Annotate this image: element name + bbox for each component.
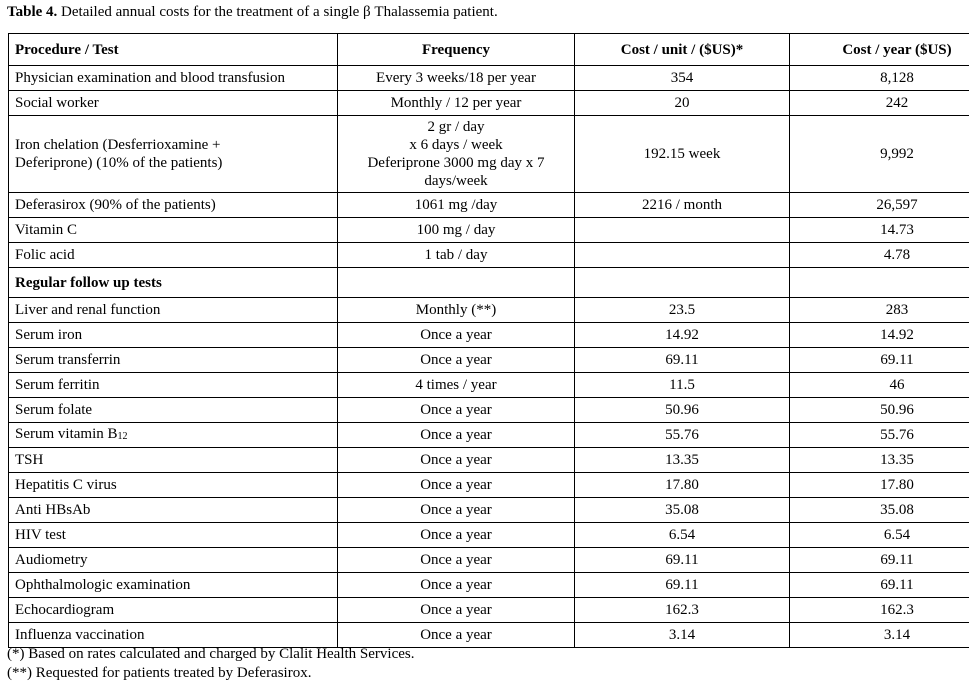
cost-year-cell: 242: [790, 91, 969, 116]
cost-year-cell: 13.35: [790, 448, 969, 473]
frequency-cell: Once a year: [338, 498, 575, 523]
cost-year-cell: 162.3: [790, 598, 969, 623]
table-row: [9, 91, 969, 116]
cost-unit-cell: 69.11: [575, 573, 790, 598]
frequency-cell: Once a year: [338, 323, 575, 348]
procedure-line: Deferiprone) (10% of the patients): [15, 155, 223, 171]
frequency-cell: Once a year: [338, 423, 575, 448]
frequency-cell: Once a year: [338, 623, 575, 648]
procedure-cell: Echocardiogram: [9, 598, 338, 623]
header-cost-unit: Cost / unit / ($US)*: [575, 34, 790, 66]
frequency-cell: Once a year: [338, 348, 575, 373]
frequency-cell: [338, 116, 575, 193]
section-row: [9, 268, 969, 298]
footnote-rates: (*) Based on rates calculated and charged by Clalit Health Services.: [7, 646, 415, 662]
cost-unit-cell: 35.08: [575, 498, 790, 523]
table-row: [9, 298, 969, 323]
table-row: [9, 448, 969, 473]
empty-cell: [790, 268, 969, 298]
cost-year-cell: 50.96: [790, 398, 969, 423]
frequency-cell: Once a year: [338, 523, 575, 548]
procedure-cell: Serum ferritin: [9, 373, 338, 398]
frequency-cell: 100 mg / day: [338, 218, 575, 243]
frequency-line: 2 gr / day: [427, 119, 485, 135]
table-row: [9, 598, 969, 623]
cost-year-cell: 3.14: [790, 623, 969, 648]
cost-unit-cell: 14.92: [575, 323, 790, 348]
header-frequency: Frequency: [338, 34, 575, 66]
frequency-cell: 1 tab / day: [338, 243, 575, 268]
frequency-cell: Monthly (**): [338, 298, 575, 323]
procedure-cell: Influenza vaccination: [9, 623, 338, 648]
frequency-cell: 4 times / year: [338, 373, 575, 398]
procedure-cell: [9, 116, 338, 193]
table-row: [9, 193, 969, 218]
procedure-cell: Hepatitis C virus: [9, 473, 338, 498]
cost-year-cell: 55.76: [790, 423, 969, 448]
cost-unit-cell: 6.54: [575, 523, 790, 548]
frequency-line: Deferiprone 3000 mg day x 7: [367, 155, 545, 171]
cost-unit-cell: 17.80: [575, 473, 790, 498]
table-row: [9, 573, 969, 598]
cost-unit-cell: 20: [575, 91, 790, 116]
cost-table: [8, 33, 969, 648]
cost-unit-cell: 162.3: [575, 598, 790, 623]
table-row: [9, 66, 969, 91]
table-row: [9, 398, 969, 423]
frequency-cell: Once a year: [338, 448, 575, 473]
table-row: [9, 473, 969, 498]
cost-year-cell: 69.11: [790, 573, 969, 598]
procedure-cell: Audiometry: [9, 548, 338, 573]
cost-unit-cell: 69.11: [575, 348, 790, 373]
footnote-deferasirox: (**) Requested for patients treated by Deferasirox.: [7, 665, 312, 681]
cost-year-cell: 69.11: [790, 548, 969, 573]
frequency-cell: Monthly / 12 per year: [338, 91, 575, 116]
cost-year-cell: 26,597: [790, 193, 969, 218]
frequency-line: x 6 days / week: [409, 137, 503, 153]
cost-year-cell: 35.08: [790, 498, 969, 523]
frequency-cell: Once a year: [338, 398, 575, 423]
procedure-cell: Ophthalmologic examination: [9, 573, 338, 598]
table-caption: [7, 3, 498, 22]
frequency-cell: Once a year: [338, 598, 575, 623]
procedure-subscript: 12: [117, 430, 128, 442]
cost-year-cell: 4.78: [790, 243, 969, 268]
header-cost-year: Cost / year ($US): [790, 34, 969, 66]
table-row: [9, 623, 969, 648]
procedure-text: Serum vitamin B: [15, 425, 118, 442]
table-row: [9, 423, 969, 448]
procedure-cell: Liver and renal function: [9, 298, 338, 323]
frequency-cell: Once a year: [338, 573, 575, 598]
cost-year-cell: 14.73: [790, 218, 969, 243]
frequency-cell: Once a year: [338, 548, 575, 573]
procedure-cell: TSH: [9, 448, 338, 473]
frequency-cell: Once a year: [338, 473, 575, 498]
cost-year-cell: 9,992: [790, 116, 969, 193]
cost-unit-cell: [575, 243, 790, 268]
procedure-cell: [9, 423, 338, 448]
cost-unit-cell: 354: [575, 66, 790, 91]
cost-year-cell: 6.54: [790, 523, 969, 548]
frequency-line: days/week: [424, 173, 488, 189]
cost-unit-cell: 23.5: [575, 298, 790, 323]
cost-unit-cell: 55.76: [575, 423, 790, 448]
table-number: Table 4.: [7, 4, 58, 20]
cost-unit-cell: 11.5: [575, 373, 790, 398]
cost-year-cell: 8,128: [790, 66, 969, 91]
table-row: [9, 116, 969, 193]
table-row: [9, 548, 969, 573]
header-row: [9, 34, 969, 66]
cost-unit-cell: [575, 218, 790, 243]
frequency-cell: 1061 mg /day: [338, 193, 575, 218]
empty-cell: [338, 268, 575, 298]
procedure-cell: Deferasirox (90% of the patients): [9, 193, 338, 218]
cost-year-cell: 69.11: [790, 348, 969, 373]
procedure-cell: Anti HBsAb: [9, 498, 338, 523]
procedure-line: Iron chelation (Desferrioxamine +: [15, 137, 221, 153]
table-row: [9, 348, 969, 373]
cost-year-cell: 46: [790, 373, 969, 398]
cost-unit-cell: 2216 / month: [575, 193, 790, 218]
procedure-cell: Physician examination and blood transfusion: [9, 66, 338, 91]
procedure-cell: Serum iron: [9, 323, 338, 348]
empty-cell: [575, 268, 790, 298]
procedure-cell: Vitamin C: [9, 218, 338, 243]
section-label: Regular follow up tests: [9, 268, 338, 298]
cost-unit-cell: 192.15 week: [575, 116, 790, 193]
table-title: Detailed annual costs for the treatment of a single β Thalassemia patient.: [57, 4, 498, 20]
cost-year-cell: 283: [790, 298, 969, 323]
table-row: [9, 323, 969, 348]
cost-unit-cell: 13.35: [575, 448, 790, 473]
procedure-cell: Serum folate: [9, 398, 338, 423]
procedure-cell: Folic acid: [9, 243, 338, 268]
cost-year-cell: 14.92: [790, 323, 969, 348]
cost-unit-cell: 3.14: [575, 623, 790, 648]
table-row: [9, 218, 969, 243]
table-row: [9, 243, 969, 268]
cost-year-cell: 17.80: [790, 473, 969, 498]
procedure-cell: Social worker: [9, 91, 338, 116]
cost-unit-cell: 50.96: [575, 398, 790, 423]
cost-unit-cell: 69.11: [575, 548, 790, 573]
procedure-cell: Serum transferrin: [9, 348, 338, 373]
frequency-cell: Every 3 weeks/18 per year: [338, 66, 575, 91]
table-row: [9, 523, 969, 548]
header-procedure: Procedure / Test: [9, 34, 338, 66]
table-row: [9, 498, 969, 523]
procedure-cell: HIV test: [9, 523, 338, 548]
table-row: [9, 373, 969, 398]
